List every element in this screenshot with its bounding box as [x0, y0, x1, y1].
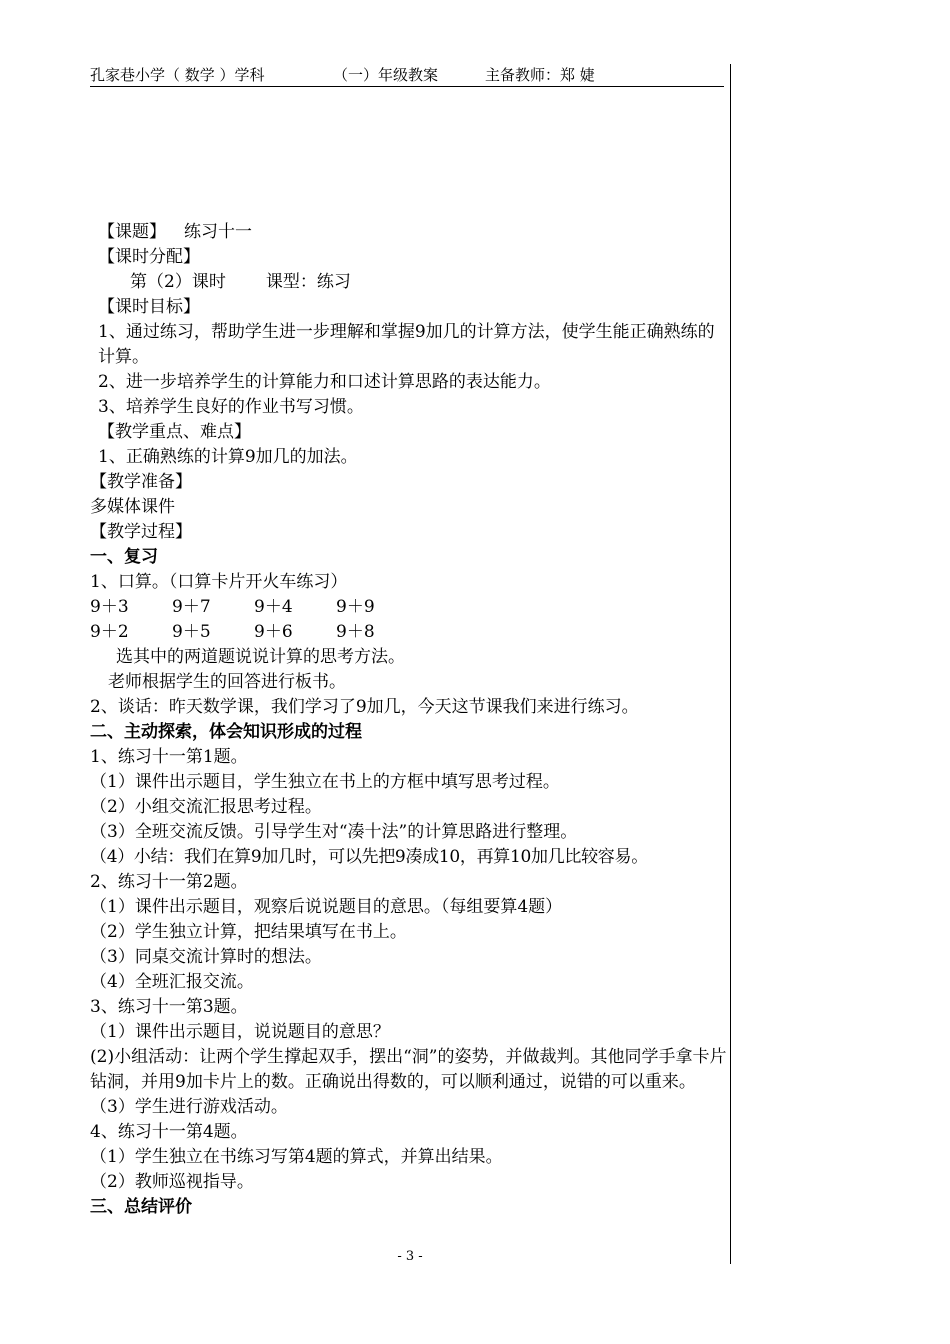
period-line — [90, 270, 730, 295]
period-text: 第（2）课时 — [130, 272, 226, 292]
goal-1: 1、通过练习，帮助学生进一步理解和掌握9加几的计算方法，使学生能正确熟练的计算。 — [98, 322, 715, 367]
lesson-type: 课型：练习 — [265, 272, 351, 292]
ex1-step: （1）课件出示题目，学生独立在书上的方框中填写思考过程。 — [90, 772, 560, 792]
summary-heading: 三、总结评价 — [90, 1197, 192, 1217]
topic-label: 【课题】 — [98, 222, 166, 242]
calc-expr: 9＋6 — [254, 622, 293, 642]
ex1-step: （4）小结：我们在算9加几时，可以先把9凑成10，再算10加几比较容易。 — [90, 847, 648, 867]
goal-3: 3、培养学生良好的作业书写习惯。 — [98, 397, 364, 417]
explore-heading: 二、主动探索，体会知识形成的过程 — [90, 722, 362, 742]
ex1-step: （2）小组交流汇报思考过程。 — [90, 797, 322, 817]
page-number: - 3 - — [397, 1249, 423, 1264]
calc-expr: 9＋9 — [336, 597, 375, 617]
time-label: 【课时分配】 — [98, 247, 200, 267]
review-item-2: 2、谈话：昨天数学课，我们学习了9加几，今天这节课我们来进行练习。 — [90, 697, 639, 717]
margin-rule — [730, 64, 731, 1264]
topic-line — [90, 220, 730, 245]
ex4-step: （1）学生独立在书练习写第4题的算式，并算出结果。 — [90, 1147, 503, 1167]
goal-2: 2、进一步培养学生的计算能力和口述计算思路的表达能力。 — [98, 372, 551, 392]
lesson-plan-body — [90, 220, 730, 1220]
ex4-title: 4、练习十一第4题。 — [90, 1122, 248, 1142]
ex3-step: (2)小组活动：让两个学生撑起双手，摆出“洞”的姿势，并做裁判。其他同学手拿卡片钻洞，并用9加卡片上的数。正确说出得数的，可以顺利通过，说错的可以重来。 — [90, 1047, 727, 1092]
ex2-title: 2、练习十一第2题。 — [90, 872, 248, 892]
calc-row-2 — [90, 620, 730, 645]
calc-expr: 9＋8 — [336, 622, 375, 642]
ex1-step: （3）全班交流反馈。引导学生对“凑十法”的计算思路进行整理。 — [90, 822, 578, 842]
review-item-1: 1、口算。（口算卡片开火车练习） — [90, 572, 348, 592]
ex2-step: （2）学生独立计算，把结果填写在书上。 — [90, 922, 407, 942]
prep-label: 【教学准备】 — [90, 472, 192, 492]
review-heading: 一、复习 — [90, 547, 158, 567]
key-text: 1、正确熟练的计算9加几的加法。 — [98, 447, 358, 467]
header-teacher: 主备教师：郑 婕 — [485, 66, 595, 84]
ex3-step: （3）学生进行游戏活动。 — [90, 1097, 288, 1117]
goals-label: 【课时目标】 — [98, 297, 200, 317]
ex3-step: （1）课件出示题目，说说题目的意思？ — [90, 1022, 390, 1042]
process-label: 【教学过程】 — [90, 522, 192, 542]
ex4-step: （2）教师巡视指导。 — [90, 1172, 254, 1192]
calc-expr: 9＋7 — [172, 597, 211, 617]
calc-expr: 9＋4 — [254, 597, 293, 617]
page-header — [90, 64, 724, 87]
key-label: 【教学重点、难点】 — [98, 422, 251, 442]
header-school: 孔家巷小学（ 数学 ）学科 — [90, 66, 265, 84]
ex2-step: （3）同桌交流计算时的想法。 — [90, 947, 322, 967]
review-note-1: 选其中的两道题说说计算的思考方法。 — [116, 647, 405, 667]
calc-expr: 9＋2 — [90, 622, 129, 642]
header-grade: （一）年级教案 — [333, 66, 439, 84]
calc-expr: 9＋5 — [172, 622, 211, 642]
ex2-step: （1）课件出示题目，观察后说说题目的意思。（每组要算4题） — [90, 897, 563, 917]
ex1-title: 1、练习十一第1题。 — [90, 747, 248, 767]
ex2-step: （4）全班汇报交流。 — [90, 972, 254, 992]
calc-expr: 9＋3 — [90, 597, 129, 617]
calc-row-1 — [90, 595, 730, 620]
review-note-2: 老师根据学生的回答进行板书。 — [108, 672, 346, 692]
prep-text: 多媒体课件 — [90, 497, 175, 517]
topic-text: 练习十一 — [184, 222, 252, 242]
ex3-title: 3、练习十一第3题。 — [90, 997, 248, 1017]
